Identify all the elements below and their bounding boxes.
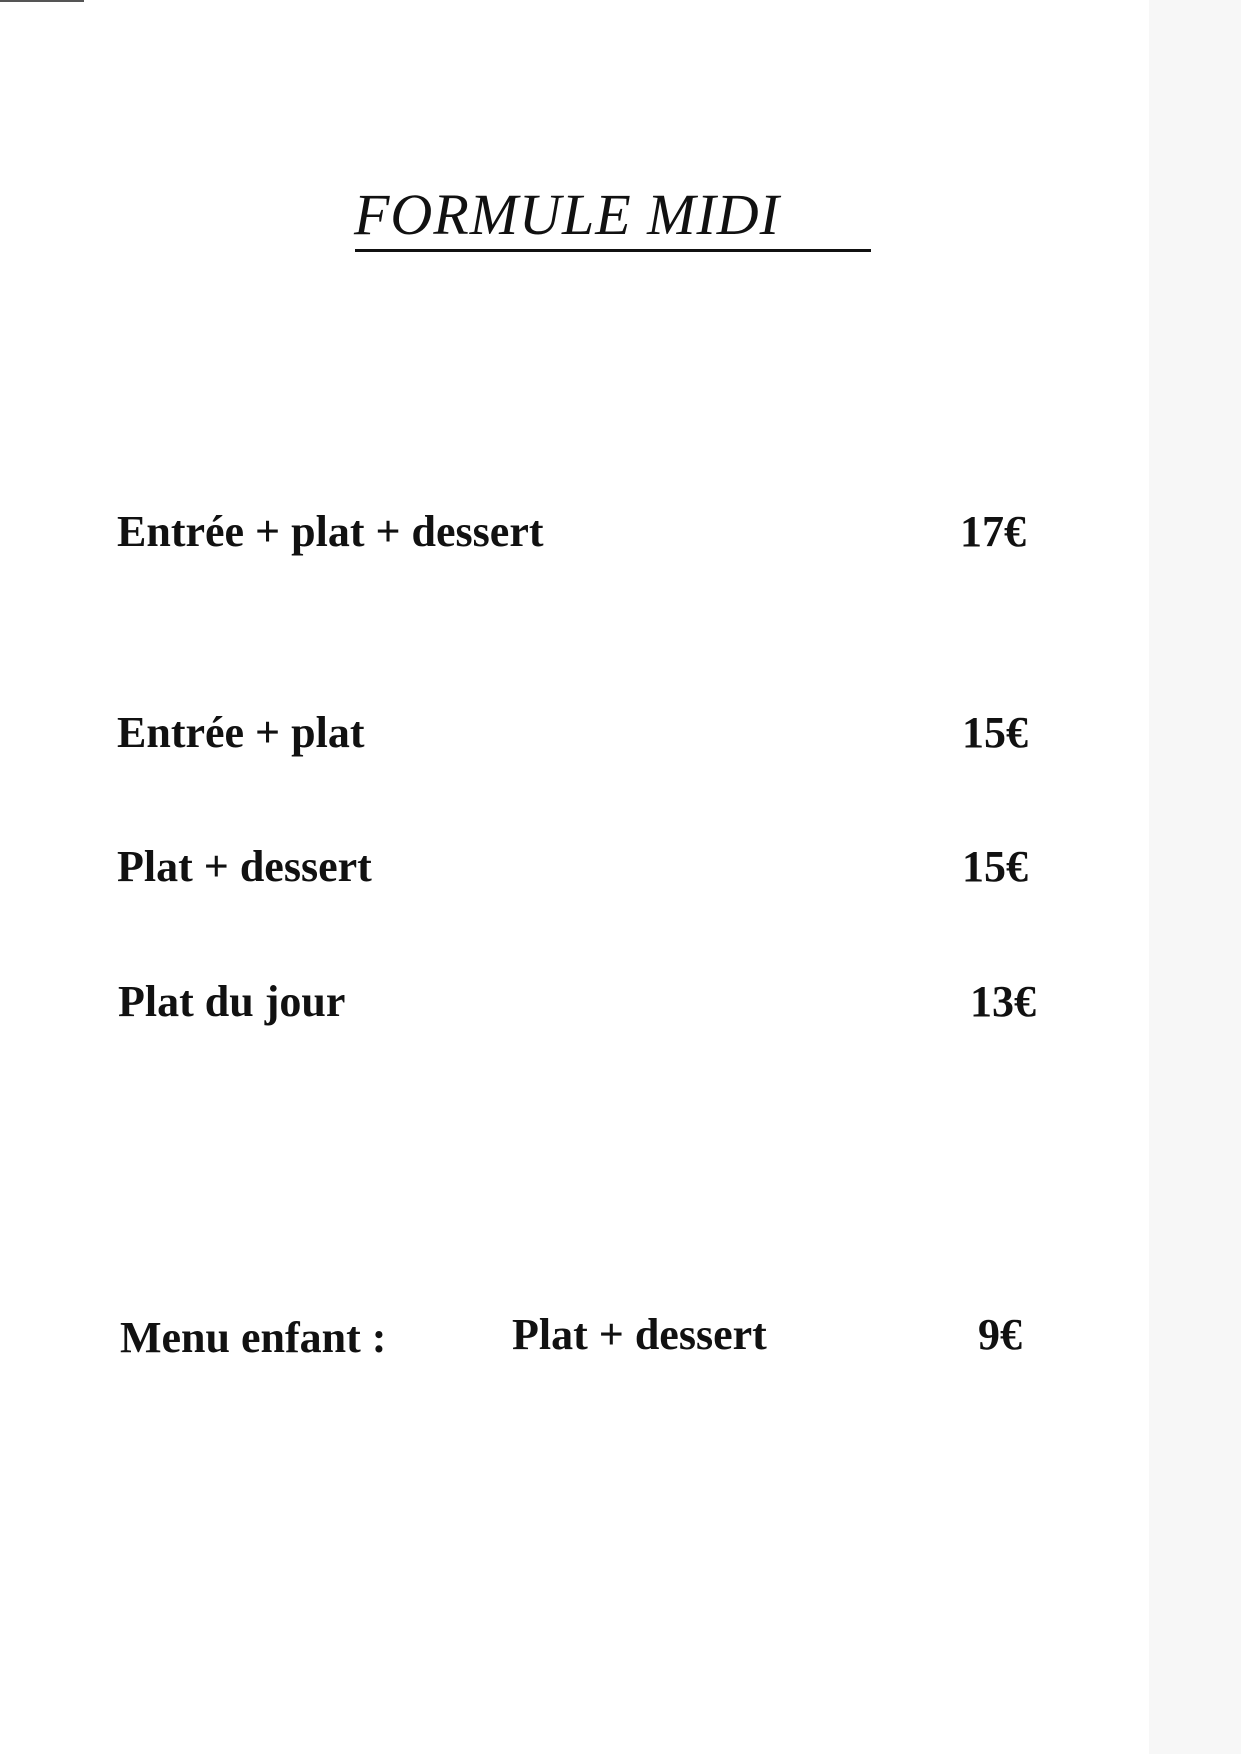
kids-menu-label: Menu enfant :	[120, 1313, 387, 1362]
formula-label: Plat du jour	[118, 977, 346, 1026]
formula-label: Entrée + plat + dessert	[117, 507, 544, 556]
formula-label: Entrée + plat	[117, 708, 365, 757]
formula-price: 15€	[962, 842, 1028, 891]
kids-menu-price: 9€	[978, 1310, 1022, 1359]
formula-price: 15€	[962, 708, 1028, 757]
formula-price: 17€	[960, 507, 1026, 556]
page-title: FORMULE MIDI	[354, 182, 780, 247]
formula-label: Plat + dessert	[117, 842, 372, 891]
scan-mark	[0, 0, 84, 2]
scan-edge	[1149, 0, 1241, 1754]
title-underline	[355, 249, 871, 252]
formula-price: 13€	[970, 977, 1036, 1026]
kids-menu-item: Plat + dessert	[512, 1310, 767, 1359]
